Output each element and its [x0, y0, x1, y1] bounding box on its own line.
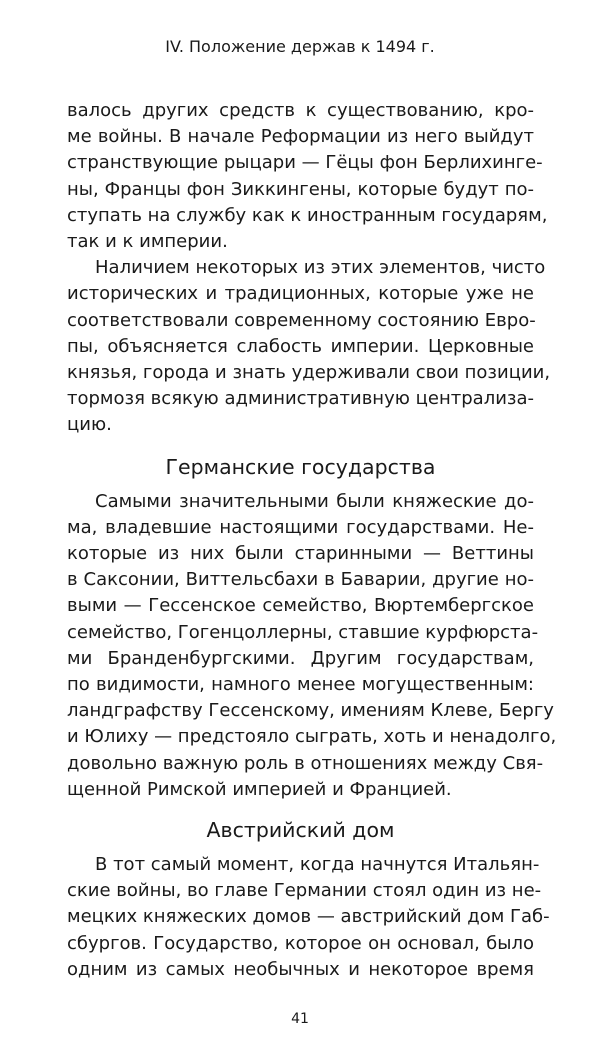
section-heading-austrian-house: Австрийский дом	[206, 818, 395, 843]
text-line: одним из самых необычных и некоторое время	[67, 958, 534, 980]
text-line: по видимости, намного менее могущественным:	[67, 674, 534, 696]
text-line: выми — Гессенское семейство, Вюртембергское	[67, 595, 534, 617]
text-line: ми Бранденбургскими. Другим государствам,	[67, 647, 534, 669]
text-line: семейство, Гогенцоллерны, ставшие курфюрста-	[67, 621, 539, 643]
text-line: Наличием некоторых из этих элементов, чисто	[95, 257, 546, 279]
text-line: в Саксонии, Виттельсбахи в Баварии, другие но-	[67, 569, 534, 591]
text-line: сбургов. Государство, которое он основал, было	[67, 932, 534, 954]
text-line: Самыми значительными были княжеские до-	[95, 490, 534, 512]
text-line: щенной Римской империей и Францией.	[67, 778, 452, 800]
text-line: цию.	[67, 414, 112, 436]
paragraph-empire-weakness	[67, 255, 551, 438]
text-line: так и к империи.	[67, 231, 228, 253]
text-line: исторических и традиционных, которые уже не	[67, 283, 534, 305]
text-line: В тот самый момент, когда начнутся Итальян-	[95, 854, 540, 876]
body-text	[67, 98, 557, 983]
text-line: соответствовали современному состоянию Евро-	[67, 309, 536, 331]
text-line: ны, Францы фон Зиккингены, которые будут по-	[67, 178, 534, 200]
text-line: ские войны, во главе Германии стоял один из не-	[67, 880, 542, 902]
text-line: ма, владевшие настоящими государствами. Не-	[67, 516, 534, 538]
page-number: 41	[291, 1011, 309, 1027]
text-line: странствующие рыцари — Гёцы фон Берлихинге-	[67, 152, 543, 174]
text-line: тормозя всякую административную централиза-	[67, 388, 534, 410]
paragraph-continuation	[67, 98, 548, 255]
text-line: мецких княжеских домов — австрийский дом Габ-	[67, 906, 550, 928]
paragraph-habsburgs	[67, 852, 550, 983]
text-line: и Юлиху — предстояло сыграть, хоть и ненадолго,	[67, 726, 557, 748]
text-line: ступать на службу как к иностранным государям,	[67, 204, 548, 226]
section-heading-german-states: Германские государства	[165, 454, 436, 479]
text-line: князья, города и знать удерживали свои позиции,	[67, 362, 551, 384]
text-line: которые из них были старинными — Веттины	[67, 543, 534, 565]
paragraph-princely-houses	[67, 489, 557, 803]
text-line: валось других средств к существованию, кро-	[67, 100, 534, 121]
text-line: пы, объясняется слабость империи. Церковные	[67, 335, 534, 357]
text-line: довольно важную роль в отношениях между Свя-	[67, 752, 544, 774]
text-line: ландграфству Гессенскому, имениям Клеве, Бергу	[67, 700, 554, 722]
text-line: ме войны. В начале Реформации из него выйдут	[67, 126, 534, 148]
running-head: IV. Положение держав к 1494 г.	[165, 37, 435, 56]
